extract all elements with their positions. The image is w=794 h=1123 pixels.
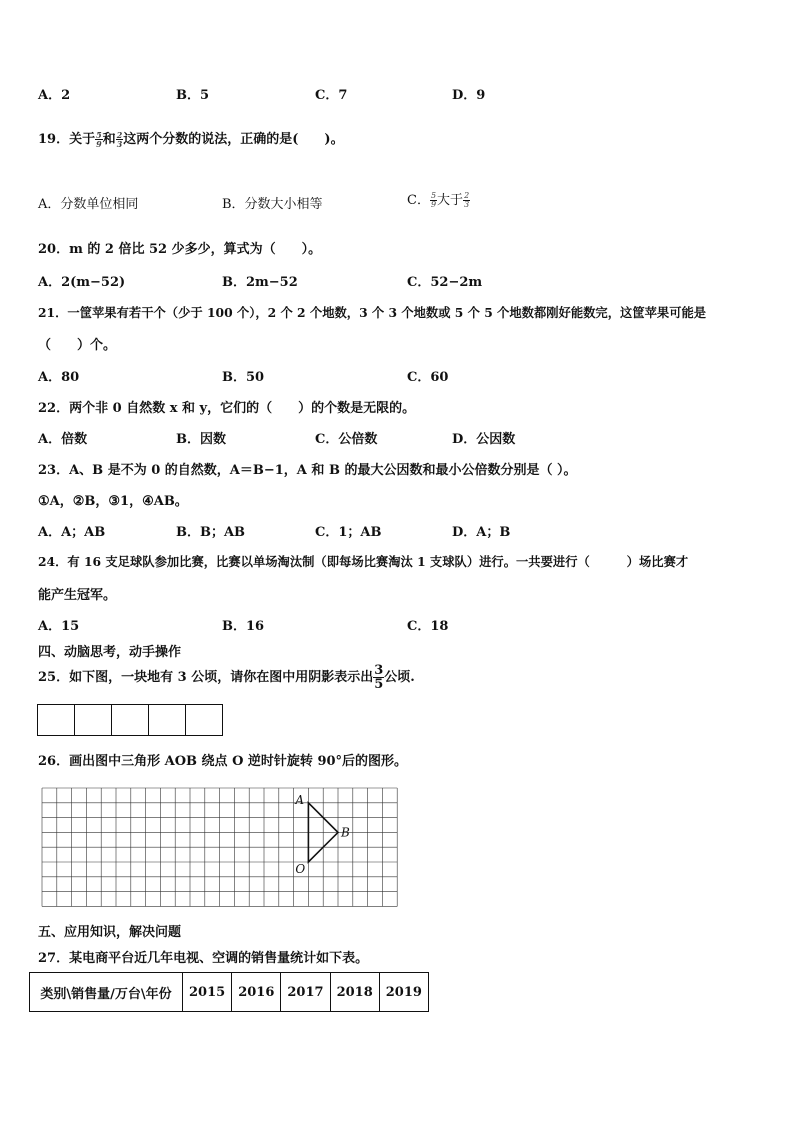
header-cell: 类别\销售量/万台\年份 [30,973,183,1012]
option-b: B．因数 [176,432,226,447]
option-b: B．B；AB [176,525,246,540]
option-c: C． $\frac{5}{9}$ 大于 $\frac{2}{3}$ [407,191,470,209]
sales-table [29,972,429,1012]
question-23-choices: ①A，②B，③1，④AB。 [38,494,188,509]
option-a: A．A；AB [38,525,106,540]
option-a: A．2(m−52) [38,275,126,290]
question-23-stem: 23．A、B 是不为 0 的自然数，A＝B−1，A 和 B 的最大公因数和最小公倍数分别是（ ）。 [38,463,577,478]
option-a: A．15 [38,619,80,634]
question-24-stem-line2: 能产生冠军。 [38,588,117,603]
question-27-stem: 27．某电商平台近几年电视、空调的销售量统计如下表。 [38,951,369,966]
option-a: A．倍数 [38,432,88,447]
fraction-5-9: $\frac{5}{9}$ [96,130,102,149]
option-c: C．60 [407,370,449,385]
question-20-stem: 20．m 的 2 倍比 52 少多少，算式为（ ）。 [38,242,322,257]
option-b: B．分数大小相等 [222,197,323,212]
option-b: B．2m−52 [222,275,298,290]
vertex-label-o: O [295,862,306,876]
question-21-stem-line2: （ ）个。 [38,338,117,353]
option-c: C．1；AB [315,525,382,540]
option-a: A．80 [38,370,80,385]
header-cell: 2019 [379,973,428,1012]
fraction-3-5: $\frac{3}{5}$ [374,663,384,692]
question-26-stem: 26．画出图中三角形 AOB 绕点 O 逆时针旋转 90°后的图形。 [38,754,408,769]
option-b: B．50 [222,370,265,385]
header-cell: 2018 [330,973,379,1012]
option-a: A．分数单位相同 [38,197,139,212]
option-a: A．2 [38,88,71,103]
option-d: D．公因数 [452,432,516,447]
header-cell: 2015 [183,973,232,1012]
section-5-heading: 五、应用知识，解决问题 [38,925,182,940]
q19-suffix: 这两个分数的说法，正确的是( )。 [123,132,344,147]
option-c: C．公倍数 [315,432,378,447]
option-c: C．18 [407,619,449,634]
option-d: D．9 [452,88,486,103]
vertex-label-a: A [295,792,305,807]
option-c: C．52−2m [407,275,483,290]
table-header-row [30,973,429,1012]
header-cell: 2016 [232,973,281,1012]
question-22-stem: 22．两个非 0 自然数 x 和 y，它们的（ ）的个数是无限的。 [38,401,416,416]
fraction-5-9: $\frac{5}{9}$ [430,191,437,209]
q19-prefix: 19．关于 [38,132,96,147]
question-21-stem-line1: 21．一筐苹果有若干个（少于 100 个），2 个 2 个地数，3 个 3 个地数或 5 个 5 个地数都刚好能数完，这筐苹果可能是 [38,305,707,320]
option-c: C．7 [315,88,348,103]
option-b: B．5 [176,88,210,103]
fraction-2-3: $\frac{2}{3}$ [464,191,470,209]
question-25-stem: 25．如下图，一块地有 3 公顷，请你在图中用阴影表示出 $\frac{3}{5}$ 公顷. [38,663,415,692]
fraction-2-3: $\frac{2}{3}$ [116,130,123,149]
section-4-heading: 四、动脑思考，动手操作 [38,645,182,660]
question-24-stem-line1: 24．有 16 支足球队参加比赛，比赛以单场淘汰制（即每场比赛淘汰 1 支球队）进行。一共要进行（ ）场比赛才 [38,554,689,569]
option-d: D．A；B [452,525,511,540]
vertex-label-b: B [341,825,350,840]
q19-mid: 和 [102,132,116,147]
option-b: B．16 [222,619,265,634]
header-cell: 2017 [281,973,330,1012]
